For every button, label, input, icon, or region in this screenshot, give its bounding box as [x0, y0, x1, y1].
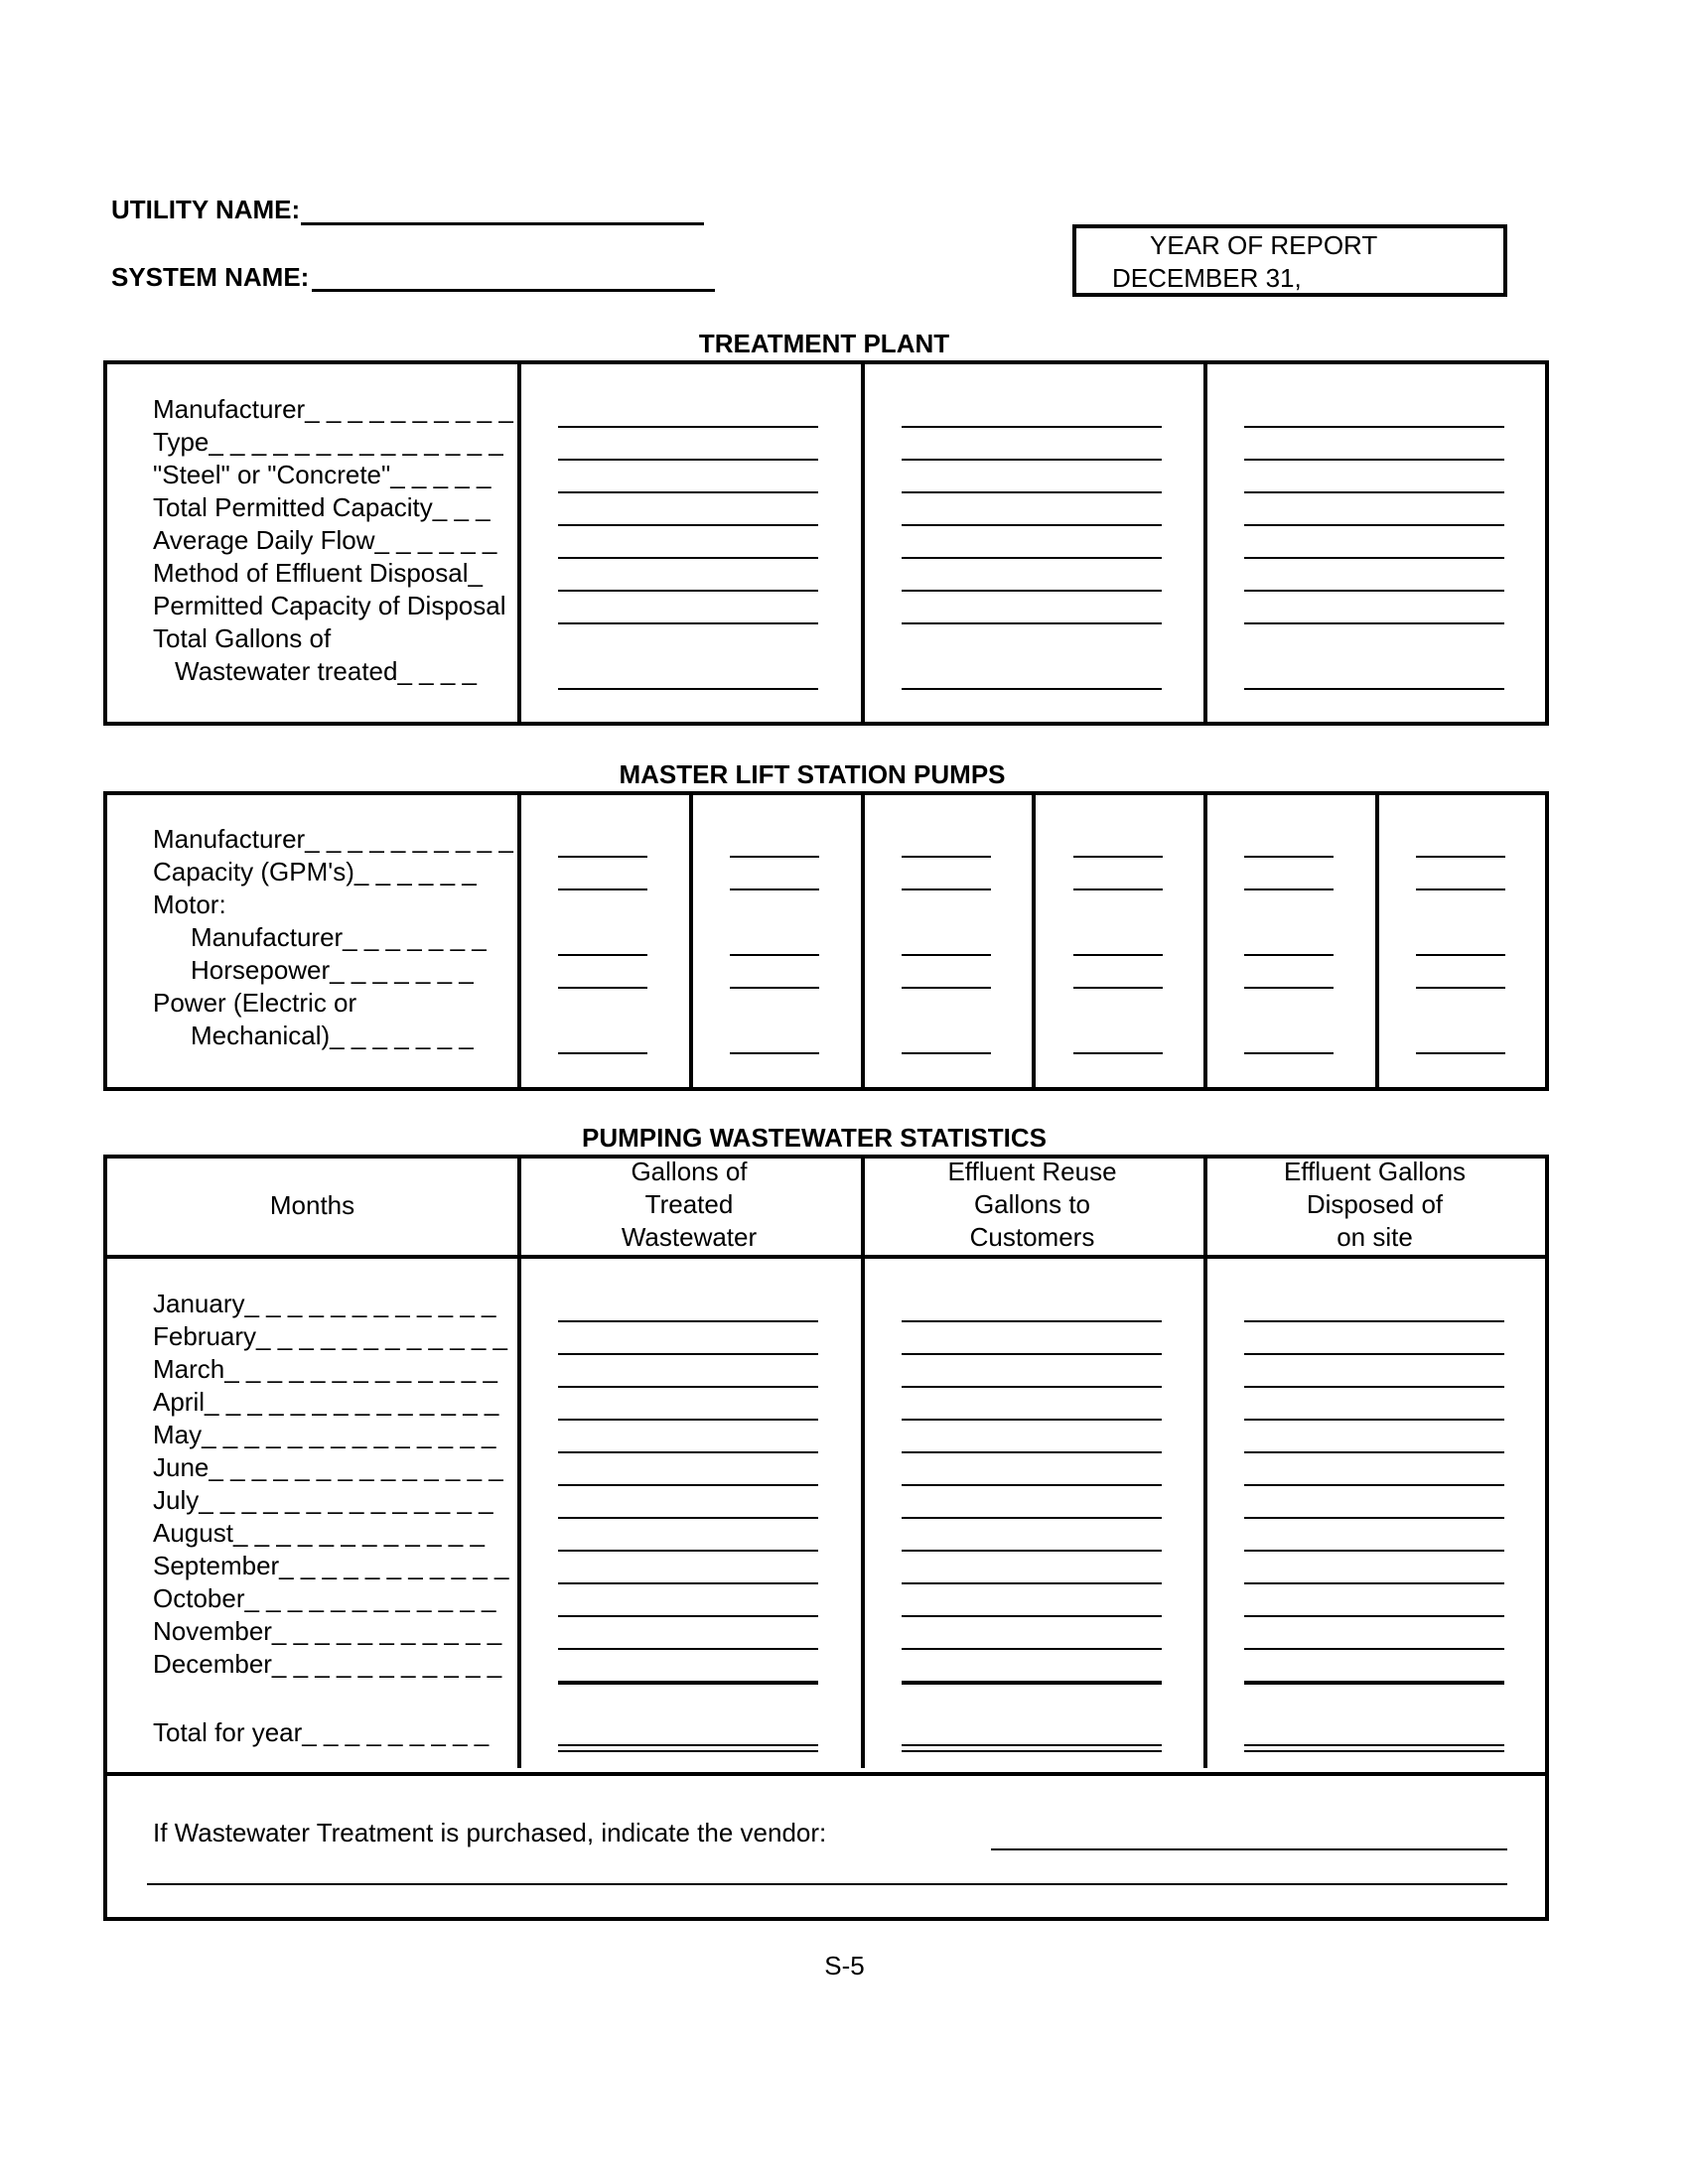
- treatment-plant-title: TREATMENT PLANT: [698, 329, 950, 358]
- month-entry-field[interactable]: [1244, 1615, 1504, 1617]
- col-header-line: Disposed of: [1306, 1189, 1444, 1219]
- total-entry-field[interactable]: [1244, 1744, 1504, 1752]
- treatment-row-label: Method of Effluent Disposal_: [153, 558, 483, 588]
- lift-station-entry-field[interactable]: [1416, 1052, 1505, 1054]
- month-entry-field[interactable]: [1244, 1517, 1504, 1519]
- column-divider: [861, 795, 865, 1087]
- lift-station-row-label: Mechanical)_ _ _ _ _ _ _: [191, 1021, 474, 1050]
- lift-station-entry-field[interactable]: [730, 954, 819, 956]
- treatment-entry-field[interactable]: [1244, 426, 1504, 428]
- utility-name-field[interactable]: [301, 222, 704, 225]
- month-entry-field[interactable]: [902, 1419, 1162, 1421]
- treatment-entry-field[interactable]: [902, 688, 1162, 690]
- col-header-months: Months: [269, 1190, 355, 1220]
- utility-name-label: UTILITY NAME:: [111, 195, 301, 224]
- vendor-field[interactable]: [991, 1848, 1507, 1850]
- treatment-entry-field[interactable]: [1244, 524, 1504, 526]
- col-header-line: on site: [1337, 1222, 1413, 1252]
- column-divider: [1375, 795, 1379, 1087]
- month-entry-field[interactable]: [902, 1648, 1162, 1650]
- lift-station-row-label: Manufacturer_ _ _ _ _ _ _: [191, 922, 487, 952]
- treatment-entry-field[interactable]: [902, 590, 1162, 592]
- lift-station-entry-field[interactable]: [902, 888, 991, 890]
- treatment-row-label: Total Permitted Capacity_ _ _: [153, 492, 491, 522]
- month-entry-field[interactable]: [902, 1386, 1162, 1388]
- month-row-label: September_ _ _ _ _ _ _ _ _ _ _: [153, 1551, 509, 1580]
- month-entry-field[interactable]: [558, 1419, 818, 1421]
- lift-station-entry-field[interactable]: [1416, 987, 1505, 989]
- lift-station-entry-field[interactable]: [902, 987, 991, 989]
- month-row-label: May_ _ _ _ _ _ _ _ _ _ _ _ _ _: [153, 1420, 496, 1449]
- month-row-label: August_ _ _ _ _ _ _ _ _ _ _ _: [153, 1518, 485, 1548]
- month-entry-field[interactable]: [558, 1648, 818, 1650]
- page-number: S-5: [824, 1951, 865, 1980]
- treatment-entry-field[interactable]: [902, 459, 1162, 461]
- col-header-reuse: [861, 1156, 1203, 1254]
- treatment-entry-field[interactable]: [558, 459, 818, 461]
- month-entry-field[interactable]: [902, 1582, 1162, 1584]
- month-row-label: February_ _ _ _ _ _ _ _ _ _ _ _: [153, 1321, 508, 1351]
- month-entry-field[interactable]: [1244, 1648, 1504, 1650]
- lift-station-entry-field[interactable]: [1244, 954, 1334, 956]
- treatment-entry-field[interactable]: [1244, 622, 1504, 624]
- year-of-report-label: YEAR OF REPORT: [1150, 230, 1378, 260]
- lift-station-entry-field[interactable]: [730, 856, 819, 858]
- treatment-entry-field[interactable]: [558, 491, 818, 493]
- column-divider: [689, 795, 693, 1087]
- month-entry-field[interactable]: [558, 1353, 818, 1355]
- month-entry-field[interactable]: [902, 1320, 1162, 1322]
- month-entry-field[interactable]: [902, 1615, 1162, 1617]
- treatment-entry-field[interactable]: [1244, 491, 1504, 493]
- month-entry-field[interactable]: [902, 1451, 1162, 1453]
- month-entry-field[interactable]: [1244, 1386, 1504, 1388]
- col-header-line: Customers: [969, 1222, 1095, 1252]
- column-divider: [517, 364, 521, 722]
- lift-station-entry-field[interactable]: [1073, 856, 1163, 858]
- total-entry-field[interactable]: [902, 1744, 1162, 1752]
- col-header-gallons: [517, 1156, 861, 1254]
- treatment-entry-field[interactable]: [902, 622, 1162, 624]
- month-entry-field[interactable]: [1244, 1451, 1504, 1453]
- month-entry-field[interactable]: [1244, 1484, 1504, 1486]
- treatment-entry-field[interactable]: [902, 491, 1162, 493]
- system-name-label: SYSTEM NAME:: [111, 262, 310, 292]
- month-row-label: December_ _ _ _ _ _ _ _ _ _ _: [153, 1649, 502, 1679]
- lift-station-entry-field[interactable]: [1416, 856, 1505, 858]
- month-entry-field[interactable]: [558, 1550, 818, 1552]
- lift-station-entry-field[interactable]: [902, 856, 991, 858]
- col-header-line: Effluent Gallons: [1283, 1157, 1467, 1186]
- treatment-entry-field[interactable]: [1244, 590, 1504, 592]
- lift-station-entry-field[interactable]: [1244, 987, 1334, 989]
- month-row-label: January_ _ _ _ _ _ _ _ _ _ _ _: [153, 1289, 496, 1318]
- lift-station-title: MASTER LIFT STATION PUMPS: [619, 759, 1006, 789]
- lift-station-entry-field[interactable]: [902, 1052, 991, 1054]
- column-divider: [1032, 795, 1036, 1087]
- month-row-label: October_ _ _ _ _ _ _ _ _ _ _ _: [153, 1583, 496, 1613]
- col-header-line: Gallons to: [973, 1189, 1091, 1219]
- lift-station-entry-field[interactable]: [1073, 987, 1163, 989]
- lift-station-row-label: Motor:: [153, 889, 226, 919]
- month-entry-field[interactable]: [1244, 1582, 1504, 1584]
- lift-station-row-label: Power (Electric or: [153, 988, 357, 1018]
- year-of-report-box: [1072, 224, 1507, 297]
- treatment-entry-field[interactable]: [1244, 459, 1504, 461]
- column-divider: [1203, 795, 1207, 1087]
- treatment-row-label: Permitted Capacity of Disposal: [153, 591, 506, 620]
- lift-station-entry-field[interactable]: [558, 856, 647, 858]
- col-header-line: Gallons of: [631, 1157, 748, 1186]
- month-row-label: November_ _ _ _ _ _ _ _ _ _ _: [153, 1616, 502, 1646]
- month-entry-field[interactable]: [558, 1451, 818, 1453]
- month-entry-field[interactable]: [1244, 1353, 1504, 1355]
- vendor-divider: [107, 1772, 1545, 1776]
- lift-station-entry-field[interactable]: [1244, 856, 1334, 858]
- month-entry-field[interactable]: [1244, 1550, 1504, 1552]
- treatment-entry-field[interactable]: [902, 524, 1162, 526]
- col-header-disposed: [1203, 1156, 1546, 1254]
- lift-station-row-label: Horsepower_ _ _ _ _ _ _: [191, 955, 474, 985]
- month-entry-field[interactable]: [558, 1615, 818, 1617]
- treatment-entry-field[interactable]: [902, 426, 1162, 428]
- month-entry-field[interactable]: [558, 1386, 818, 1388]
- month-row-label: April_ _ _ _ _ _ _ _ _ _ _ _ _ _: [153, 1387, 499, 1417]
- treatment-row-label: Average Daily Flow_ _ _ _ _ _: [153, 525, 497, 555]
- treatment-entry-field[interactable]: [558, 688, 818, 690]
- treatment-row-label: Type_ _ _ _ _ _ _ _ _ _ _ _ _ _: [153, 427, 503, 457]
- treatment-entry-field[interactable]: [1244, 557, 1504, 559]
- lift-station-entry-field[interactable]: [1416, 888, 1505, 890]
- month-row-label: June_ _ _ _ _ _ _ _ _ _ _ _ _ _: [153, 1452, 503, 1482]
- month-entry-field[interactable]: [1244, 1419, 1504, 1421]
- column-divider: [861, 364, 865, 722]
- month-entry-field[interactable]: [558, 1320, 818, 1322]
- lift-station-entry-field[interactable]: [1073, 1052, 1163, 1054]
- vendor-field-line2[interactable]: [147, 1883, 1507, 1885]
- month-row-label: July_ _ _ _ _ _ _ _ _ _ _ _ _ _: [153, 1485, 493, 1515]
- treatment-row-label: Manufacturer_ _ _ _ _ _ _ _ _ _: [153, 394, 513, 424]
- month-entry-field[interactable]: [558, 1582, 818, 1584]
- lift-station-entry-field[interactable]: [1244, 1052, 1334, 1054]
- treatment-entry-field[interactable]: [558, 622, 818, 624]
- month-entry-field[interactable]: [902, 1550, 1162, 1552]
- month-entry-field[interactable]: [902, 1517, 1162, 1519]
- system-name-field[interactable]: [312, 289, 715, 292]
- month-row-label: March_ _ _ _ _ _ _ _ _ _ _ _ _: [153, 1354, 497, 1384]
- month-entry-field[interactable]: [558, 1517, 818, 1519]
- lift-station-entry-field[interactable]: [558, 888, 647, 890]
- treatment-entry-field[interactable]: [902, 557, 1162, 559]
- col-header-line: Wastewater: [621, 1222, 758, 1252]
- treatment-entry-field[interactable]: [1244, 688, 1504, 690]
- col-header-line: Effluent Reuse: [947, 1157, 1117, 1186]
- month-entry-field[interactable]: [558, 1484, 818, 1486]
- treatment-entry-field[interactable]: [558, 590, 818, 592]
- header-divider: [107, 1255, 1545, 1259]
- vendor-prompt: If Wastewater Treatment is purchased, indicate the vendor:: [153, 1818, 827, 1847]
- lift-station-entry-field[interactable]: [730, 1052, 819, 1054]
- column-divider: [517, 795, 521, 1087]
- month-entry-field[interactable]: [902, 1681, 1162, 1685]
- lift-station-entry-field[interactable]: [558, 954, 647, 956]
- lift-station-entry-field[interactable]: [1073, 954, 1163, 956]
- month-entry-field[interactable]: [558, 1681, 818, 1685]
- total-entry-field[interactable]: [558, 1744, 818, 1752]
- lift-station-entry-field[interactable]: [558, 987, 647, 989]
- month-entry-field[interactable]: [902, 1484, 1162, 1486]
- lift-station-row-label: Manufacturer_ _ _ _ _ _ _ _ _ _: [153, 824, 513, 854]
- treatment-row-label: "Steel" or "Concrete"_ _ _ _ _: [153, 460, 492, 489]
- treatment-row-label: Total Gallons of: [153, 623, 332, 653]
- treatment-entry-field[interactable]: [558, 557, 818, 559]
- month-entry-field[interactable]: [1244, 1320, 1504, 1322]
- lift-station-entry-field[interactable]: [730, 888, 819, 890]
- december-label: DECEMBER 31,: [1112, 263, 1302, 293]
- treatment-entry-field[interactable]: [558, 426, 818, 428]
- lift-station-entry-field[interactable]: [902, 954, 991, 956]
- month-entry-field[interactable]: [1244, 1681, 1504, 1685]
- col-header-line: Treated: [644, 1189, 734, 1219]
- treatment-row-label: Wastewater treated_ _ _ _: [175, 656, 477, 686]
- total-row-label: Total for year_ _ _ _ _ _ _ _ _: [153, 1717, 490, 1747]
- lift-station-row-label: Capacity (GPM's)_ _ _ _ _ _: [153, 857, 477, 887]
- treatment-entry-field[interactable]: [558, 524, 818, 526]
- lift-station-entry-field[interactable]: [1073, 888, 1163, 890]
- lift-station-entry-field[interactable]: [1244, 888, 1334, 890]
- lift-station-entry-field[interactable]: [558, 1052, 647, 1054]
- lift-station-entry-field[interactable]: [730, 987, 819, 989]
- statistics-title: PUMPING WASTEWATER STATISTICS: [582, 1123, 1047, 1153]
- lift-station-entry-field[interactable]: [1416, 954, 1505, 956]
- month-entry-field[interactable]: [902, 1353, 1162, 1355]
- column-divider: [1203, 364, 1207, 722]
